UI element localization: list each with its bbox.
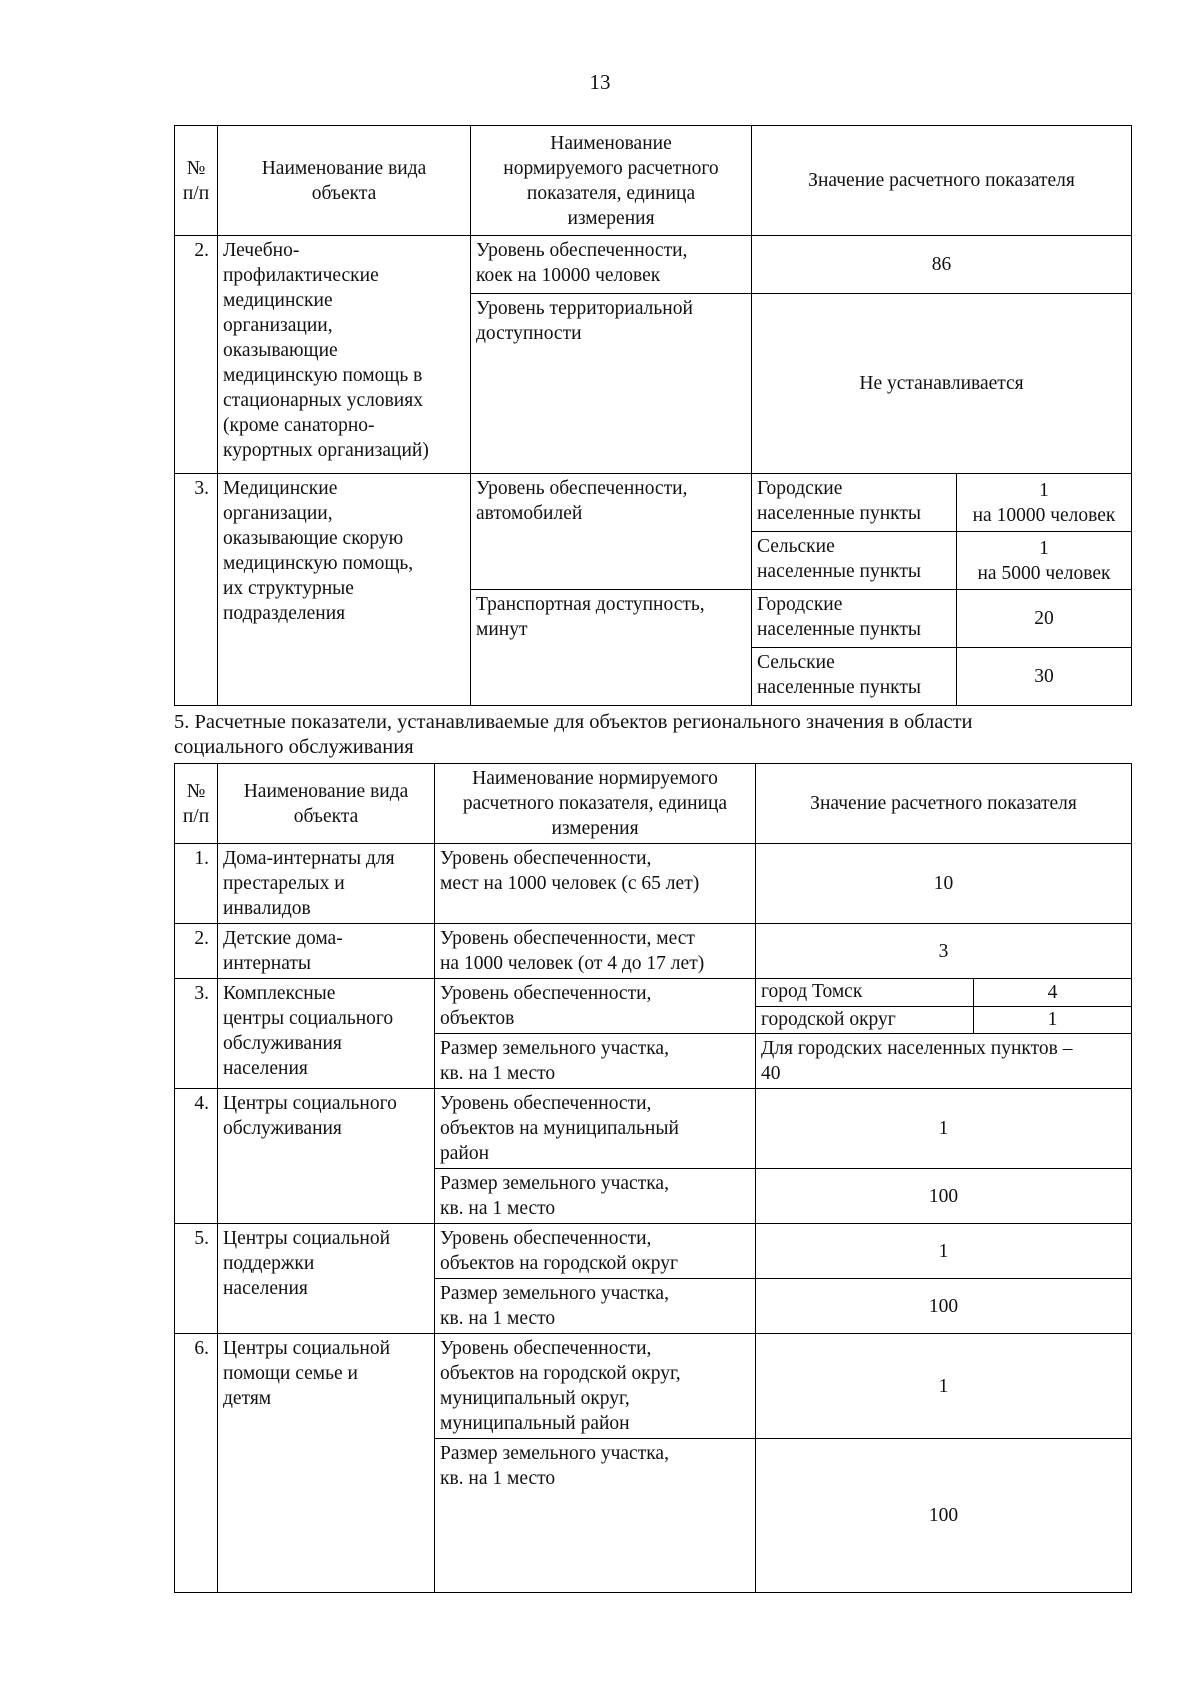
table-row [175, 1224, 1132, 1279]
header-value: Значение расчетного показателя [756, 764, 1132, 844]
medical-indicators-table [174, 125, 1132, 706]
object-name: Центры социальной помощи семье и детям [218, 1334, 435, 1593]
object-name: Комплексные центры социального обслуживания населения [218, 979, 435, 1089]
row-num: 3. [175, 979, 218, 1089]
header-indicator: Наименование нормируемого расчетного показателя, единица измерения [435, 764, 756, 844]
header-num: № п/п [175, 764, 218, 844]
row-num: 5. [175, 1224, 218, 1334]
indicator-name: Уровень территориальной доступности [471, 294, 752, 474]
header-object: Наименование вида объекта [218, 764, 435, 844]
indicator-name: Уровень обеспеченности, коек на 10000 человек [471, 236, 752, 294]
indicator-name: Уровень обеспеченности, мест на 1000 человек (с 65 лет) [435, 844, 756, 924]
indicator-name: Транспортная доступность, минут [471, 590, 752, 706]
indicator-value: 3 [756, 924, 1132, 979]
indicator-value: 100 [756, 1439, 1132, 1593]
indicator-name: Размер земельного участка, кв. на 1 место [435, 1439, 756, 1593]
indicator-name: Уровень обеспеченности, объектов на городской округ [435, 1224, 756, 1279]
indicator-value: 100 [756, 1169, 1132, 1224]
sub-value: 30 [957, 648, 1132, 706]
sub-label: Сельские населенные пункты [752, 648, 957, 706]
sub-value: 1 [974, 1006, 1132, 1034]
indicator-value: 1 [756, 1224, 1132, 1279]
object-name: Дома-интернаты для престарелых и инвалидов [218, 844, 435, 924]
sub-label: городской округ [756, 1006, 974, 1034]
table-row [175, 236, 1132, 294]
row-num: 2. [175, 924, 218, 979]
indicator-name: Уровень обеспеченности, объектов на муниципальный район [435, 1089, 756, 1169]
indicator-name: Уровень обеспеченности, объектов на городской округ, муниципальный округ, муниципальный район [435, 1334, 756, 1439]
object-name: Центры социальной поддержки населения [218, 1224, 435, 1334]
table-header-row [175, 764, 1132, 844]
sub-label: Сельские населенные пункты [752, 532, 957, 590]
row-num: 4. [175, 1089, 218, 1224]
indicator-name: Размер земельного участка, кв. на 1 место [435, 1034, 756, 1089]
indicator-value: 10 [756, 844, 1132, 924]
indicator-value: 100 [756, 1279, 1132, 1334]
section-5-heading: 5. Расчетные показатели, устанавливаемые для объектов регионального значения в области социального обслуживания [174, 711, 973, 758]
sub-label: город Томск [756, 979, 974, 1007]
indicator-name: Уровень обеспеченности, автомобилей [471, 474, 752, 590]
table-row [175, 1334, 1132, 1439]
indicator-name: Уровень обеспеченности, мест на 1000 человек (от 4 до 17 лет) [435, 924, 756, 979]
header-value: Значение расчетного показателя [752, 126, 1132, 236]
sub-value: 1 на 10000 человек [957, 474, 1132, 532]
table-row [175, 844, 1132, 924]
row-num: 2. [175, 236, 218, 474]
row-num: 3. [175, 474, 218, 706]
object-name: Медицинские организации, оказывающие скорую медицинскую помощь, их структурные подразделения [218, 474, 471, 706]
indicator-name: Уровень обеспеченности, объектов [435, 979, 756, 1034]
indicator-value: 1 [756, 1334, 1132, 1439]
table-row [175, 979, 1132, 1007]
row-num: 6. [175, 1334, 218, 1593]
sub-value: 1 на 5000 человек [957, 532, 1132, 590]
indicator-name: Размер земельного участка, кв. на 1 место [435, 1279, 756, 1334]
object-name: Лечебно- профилактические медицинские организации, оказывающие медицинскую помощь в стационарных условиях (кроме санаторно- курортных организаций) [218, 236, 471, 474]
indicator-value: Для городских населенных пунктов – 40 [756, 1034, 1132, 1089]
sub-label: Городские населенные пункты [752, 474, 957, 532]
header-num: № п/п [175, 126, 218, 236]
sub-label: Городские населенные пункты [752, 590, 957, 648]
table-row [175, 1089, 1132, 1169]
table-header-row [175, 126, 1132, 236]
table-row [175, 474, 1132, 532]
indicator-name: Размер земельного участка, кв. на 1 место [435, 1169, 756, 1224]
indicator-value: Не устанавливается [752, 294, 1132, 474]
header-object: Наименование вида объекта [218, 126, 471, 236]
object-name: Детские дома- интернаты [218, 924, 435, 979]
object-name: Центры социального обслуживания [218, 1089, 435, 1224]
page-number: 13 [589, 70, 611, 94]
header-indicator: Наименование нормируемого расчетного показателя, единица измерения [471, 126, 752, 236]
social-service-indicators-table [174, 763, 1132, 1593]
indicator-value: 86 [752, 236, 1132, 294]
indicator-value: 1 [756, 1089, 1132, 1169]
sub-value: 4 [974, 979, 1132, 1007]
row-num: 1. [175, 844, 218, 924]
table-row [175, 924, 1132, 979]
sub-value: 20 [957, 590, 1132, 648]
